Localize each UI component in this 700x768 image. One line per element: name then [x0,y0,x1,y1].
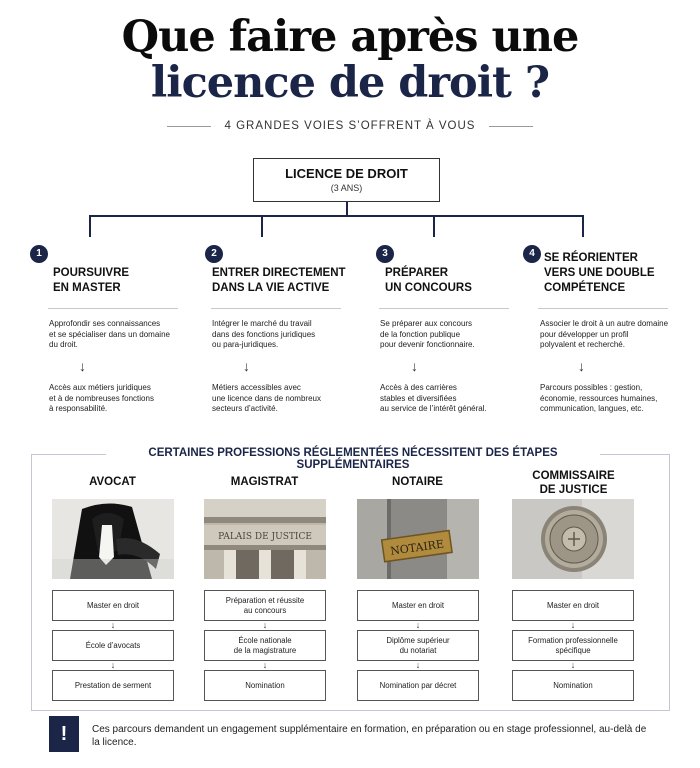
notaire-sign-text: NOTAIRE [389,537,445,558]
profession-step: Préparation et réussite au concours [204,590,326,621]
subtitle: 4 GRANDES VOIES S’OFFRENT À VOUS [224,120,476,132]
root-node-title: LICENCE DE DROIT [285,166,408,181]
page-title-line-1: Que faire après une [121,12,579,62]
profession-step: Formation professionnelle spécifique [512,630,634,661]
palais-sign-text: PALAIS DE JUSTICE [218,532,312,542]
path-divider [538,308,668,309]
profession-step: Nomination [204,670,326,701]
path-divider [379,308,509,309]
step-arrow-icon: ↓ [262,660,268,670]
path-title: POURSUIVRE EN MASTER [53,267,130,294]
regulated-professions-title: CERTAINES PROFESSIONS RÉGLEMENTÉES NÉCESSITENT DES ÉTAPES SUPPLÉMENTAIRES [148,447,558,471]
step-arrow-icon: ↓ [110,620,116,630]
path-number-badge: 3 [376,245,394,263]
palais-de-justice-photo [204,499,326,579]
path-title: ENTRER DIRECTEMENT DANS LA VIE ACTIVE [212,267,346,294]
path-number-badge: 2 [205,245,223,263]
path-title: SE RÉORIENTER VERS UNE DOUBLE COMPÉTENCE [544,252,655,294]
path-outcome: Accès aux métiers juridiques et à de nombreuses fonctions à responsabilité. [49,383,154,413]
step-arrow-icon: ↓ [262,620,268,630]
profession-step: Master en droit [512,590,634,621]
lawyer-robe-photo [52,499,174,579]
step-arrow-icon: ↓ [570,620,576,630]
path-divider [211,308,341,309]
subtitle-rule-right [489,126,533,127]
profession-step: Prestation de serment [52,670,174,701]
profession-step: École d’avocats [52,630,174,661]
connector-horizontal [89,215,584,217]
step-arrow-icon: ↓ [415,660,421,670]
page-title-emphasis: licence de droit ? [150,58,550,108]
path-arrow-icon: ↓ [411,358,418,374]
path-description: Se préparer aux concours de la fonction publique pour devenir fonctionnaire. [380,319,475,349]
profession-step: École nationale de la magistrature [204,630,326,661]
connector-drop-3 [433,215,435,237]
profession-name: COMMISSAIRE DE JUSTICE [532,470,615,496]
page-title-line-2 [0,58,700,108]
notice-text: Ces parcours demandent un engagement supplémentaire en formation, en préparation ou en stage professionnel, au-delà de la licence. [92,724,647,748]
path-title: PRÉPARER UN CONCOURS [385,267,472,294]
path-number-badge: 4 [523,245,541,263]
profession-step: Nomination [512,670,634,701]
profession-name: NOTAIRE [392,476,443,488]
path-outcome: Accès à des carrières stables et diversifiées au service de l’intérêt général. [380,383,487,413]
path-description: Intégrer le marché du travail dans des fonctions juridiques ou para-juridiques. [212,319,316,349]
step-arrow-icon: ↓ [570,660,576,670]
profession-step: Diplôme supérieur du notariat [357,630,479,661]
notary-plaque-photo [357,499,479,579]
profession-step: Nomination par décret [357,670,479,701]
profession-name: AVOCAT [89,476,136,488]
connector-stem [346,202,348,216]
path-arrow-icon: ↓ [243,358,250,374]
subtitle-rule-left [167,126,211,127]
path-description: Approfondir ses connaissances et se spécialiser dans un domaine du droit. [49,319,170,349]
profession-step: Master en droit [52,590,174,621]
path-arrow-icon: ↓ [79,358,86,374]
path-arrow-icon: ↓ [578,358,585,374]
root-node-duration: (3 ANS) [330,183,363,193]
step-arrow-icon: ↓ [110,660,116,670]
path-number-badge: 1 [30,245,48,263]
root-node-licence [253,158,440,202]
connector-drop-1 [89,215,91,237]
subtitle-row [0,120,700,132]
profession-step: Master en droit [357,590,479,621]
path-description: Associer le droit à un autre domaine pour développer un profil polyvalent et recherché. [540,319,669,349]
exclamation-icon: ! [49,716,79,752]
step-arrow-icon: ↓ [415,620,421,630]
justice-seal-photo [512,499,634,579]
connector-drop-2 [261,215,263,237]
path-outcome: Métiers accessibles avec une licence dans de nombreux secteurs d’activité. [212,383,321,413]
connector-drop-4 [582,215,584,237]
profession-name: MAGISTRAT [230,476,299,488]
path-outcome: Parcours possibles : gestion, économie, ressources humaines, communication, langues, etc. [540,383,658,413]
path-divider [48,308,178,309]
